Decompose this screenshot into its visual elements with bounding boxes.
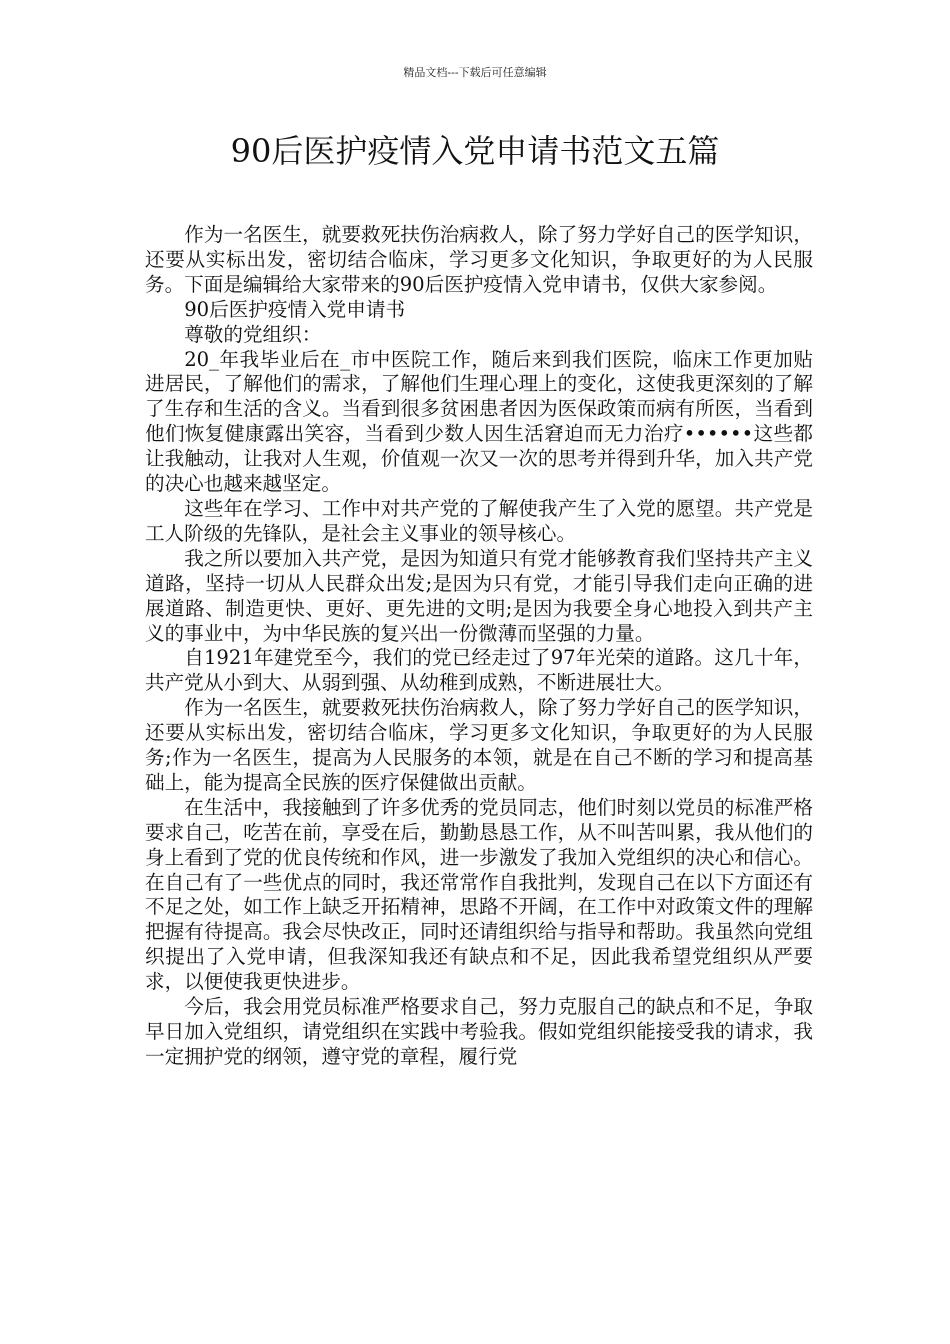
body-paragraph: 20_年我毕业后在_市中医院工作，随后来到我们医院，临床工作更加贴进居民，了解他们的需求，了解他们生理心理上的变化，这使我更深刻的了解了生存和生活的含义。当看到很多贫困患者因为医保政策而病有所医，当看到他们恢复健康露出笑容，当看到少数人因生活窘迫而无力治疗••••••这些都让我触动，让我对人生观，价值观一次又一次的思考并得到升华，加入共产党的决心也越来越坚定。 [145,347,813,496]
salutation-paragraph: 尊敬的党组织： [184,322,322,346]
intro-paragraph: 作为一名医生，就要救死扶伤治病救人，除了努力学好自己的医学知识，还要从实标出发，密切结合临床，学习更多文化知识，争取更好的为人民服务。下面是编辑给大家带来的90后医护疫情入党申请书，仅供大家参阅。 [145,223,813,296]
page-title: 90后医护疫情入党申请书范文五篇 [230,132,720,170]
body-paragraph: 自1921年建党至今，我们的党已经走过了97年光荣的道路。这几十年，共产党从小到大、从弱到强、从幼稚到成熟，不断进展壮大。 [145,646,813,695]
body-paragraph: 我之所以要加入共产党，是因为知道只有党才能够教育我们坚持共产主义道路，坚持一切从人民群众出发;是因为只有党，才能引导我们走向正确的进展道路、制造更快、更好、更先进的文明;是因为我要全身心地投入到共产主义的事业中，为中华民族的复兴出一份微薄而坚强的力量。 [145,546,813,645]
body-paragraph: 这些年在学习、工作中对共产党的了解使我产生了入党的愿望。共产党是工人阶级的先锋队，是社会主义事业的领导核心。 [145,496,813,545]
body-paragraph: 在生活中，我接触到了许多优秀的党员同志，他们时刻以党员的标准严格要求自己，吃苦在前，享受在后，勤勤恳恳工作，从不叫苦叫累，我从他们的身上看到了党的优良传统和作风，进一步激发了我加入党组织的决心和信心。在自己有了一些优点的同时，我还常常作自我批判，发现自己在以下方面还有不足之处，如工作上缺乏开拓精神，思路不开阔，在工作中对政策文件的理解把握有待提高。我会尽快改正，同时还请组织给与指导和帮助。我虽然向党组织提出了入党申请，但我深知我还有缺点和不足，因此我希望党组织从严要求，以便使我更快进步。 [145,795,813,994]
body-paragraph: 作为一名医生，就要救死扶伤治病救人，除了努力学好自己的医学知识，还要从实标出发，密切结合临床，学习更多文化知识，争取更好的为人民服务;作为一名医生，提高为人民服务的本领，就是在自己不断的学习和提高基础上，能为提高全民族的医疗保健做出贡献。 [145,696,813,794]
header-note: 精品文档---下载后可任意编辑 [403,66,547,79]
document-body [145,223,813,1070]
subtitle-paragraph: 90后医护疫情入党申请书 [184,297,406,321]
body-paragraph: 今后，我会用党员标准严格要求自己，努力克服自己的缺点和不足，争取早日加入党组织，请党组织在实践中考验我。假如党组织能接受我的请求，我一定拥护党的纲领，遵守党的章程，履行党 [145,995,813,1068]
